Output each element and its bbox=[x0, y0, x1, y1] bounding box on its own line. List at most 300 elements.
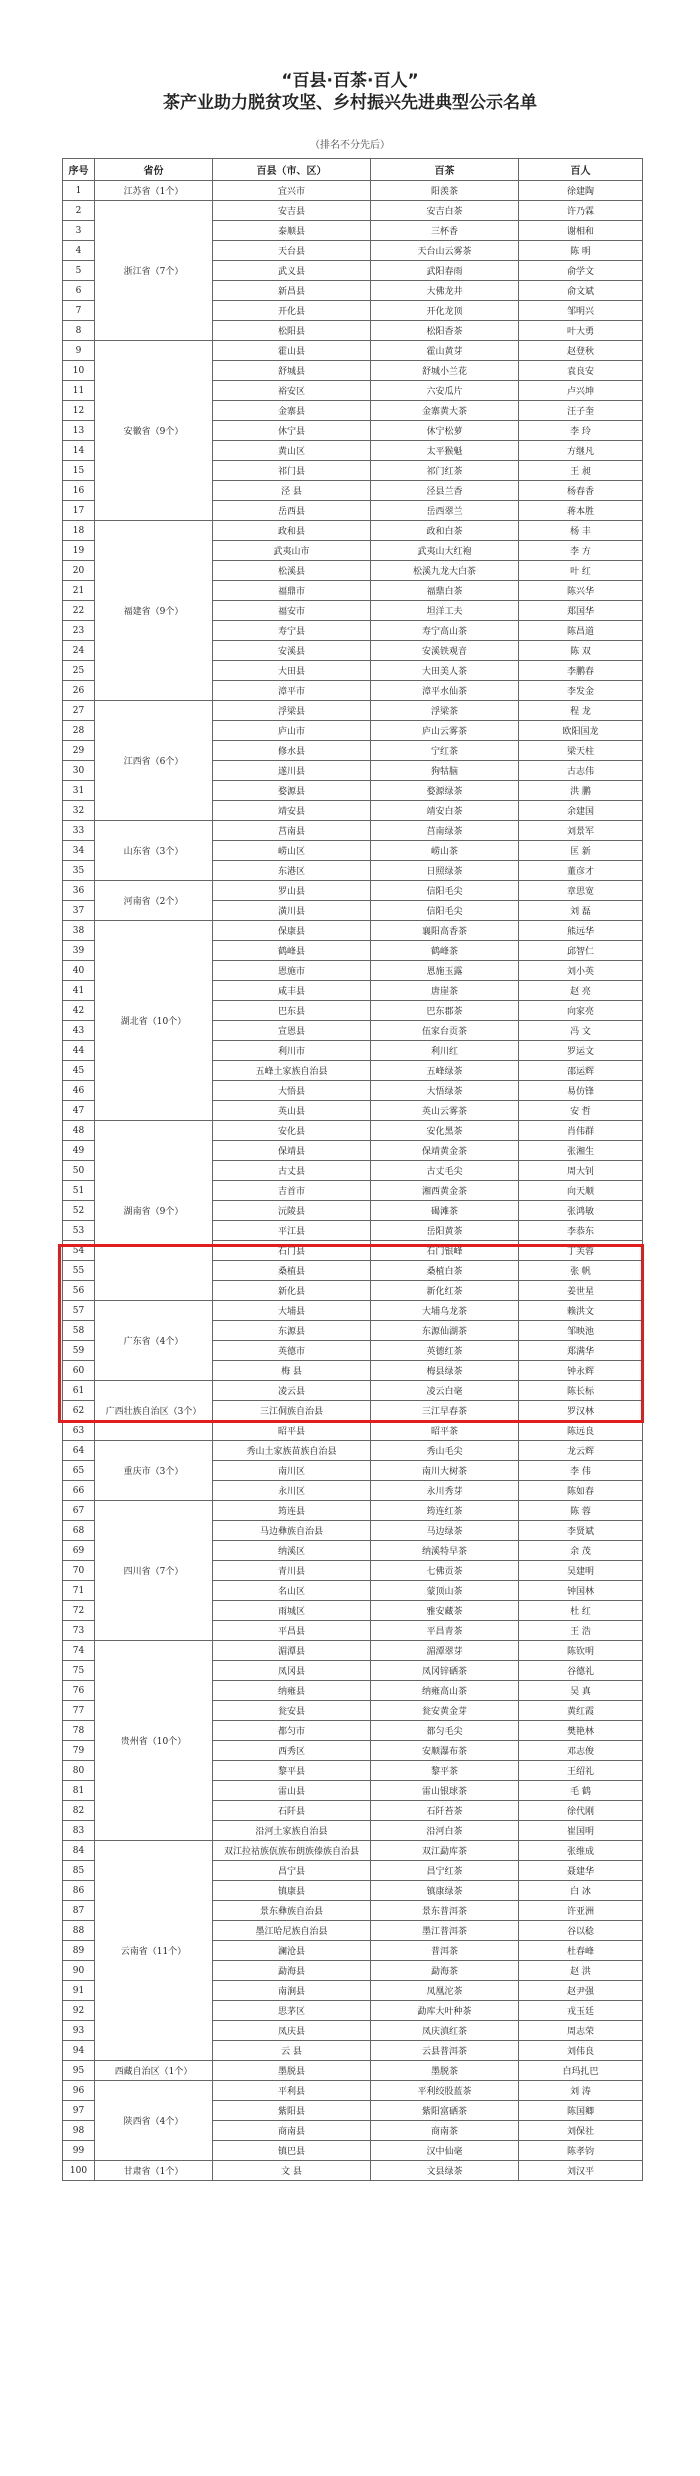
county-cell: 祁门县 bbox=[213, 461, 371, 481]
person-cell: 赵尹强 bbox=[519, 1981, 643, 2001]
tea-cell: 英山云雾茶 bbox=[371, 1101, 519, 1121]
person-cell: 郑国华 bbox=[519, 601, 643, 621]
tea-cell: 六安瓜片 bbox=[371, 381, 519, 401]
row-index: 75 bbox=[63, 1661, 95, 1681]
province-cell: 安徽省（9个） bbox=[95, 341, 213, 521]
row-index: 49 bbox=[63, 1141, 95, 1161]
row-index: 35 bbox=[63, 861, 95, 881]
row-index: 28 bbox=[63, 721, 95, 741]
person-cell: 陈 双 bbox=[519, 641, 643, 661]
tea-cell: 舒城小兰花 bbox=[371, 361, 519, 381]
county-cell: 纳雍县 bbox=[213, 1681, 371, 1701]
tea-cell: 镇康绿茶 bbox=[371, 1881, 519, 1901]
row-index: 4 bbox=[63, 241, 95, 261]
tea-cell: 崂山茶 bbox=[371, 841, 519, 861]
header-index: 序号 bbox=[63, 159, 95, 181]
person-cell: 熊远华 bbox=[519, 921, 643, 941]
person-cell: 姜世星 bbox=[519, 1281, 643, 1301]
person-cell: 李 方 bbox=[519, 541, 643, 561]
person-cell: 叶 红 bbox=[519, 561, 643, 581]
row-index: 67 bbox=[63, 1501, 95, 1521]
county-cell: 安溪县 bbox=[213, 641, 371, 661]
tea-cell: 蒙顶山茶 bbox=[371, 1581, 519, 1601]
tea-cell: 大埔乌龙茶 bbox=[371, 1301, 519, 1321]
row-index: 23 bbox=[63, 621, 95, 641]
tea-cell: 霍山黄芽 bbox=[371, 341, 519, 361]
person-cell: 陈 蓉 bbox=[519, 1501, 643, 1521]
tea-cell: 勐库大叶种茶 bbox=[371, 2001, 519, 2021]
row-index: 36 bbox=[63, 881, 95, 901]
person-cell: 钟国林 bbox=[519, 1581, 643, 1601]
county-cell: 紫阳县 bbox=[213, 2101, 371, 2121]
province-cell: 重庆市（3个） bbox=[95, 1441, 213, 1501]
tea-cell: 英德红茶 bbox=[371, 1341, 519, 1361]
row-index: 59 bbox=[63, 1341, 95, 1361]
county-cell: 名山区 bbox=[213, 1581, 371, 1601]
row-index: 84 bbox=[63, 1841, 95, 1861]
tea-cell: 信阳毛尖 bbox=[371, 881, 519, 901]
tea-cell: 昭平茶 bbox=[371, 1421, 519, 1441]
tea-cell: 墨江普洱茶 bbox=[371, 1921, 519, 1941]
tea-cell: 大悟绿茶 bbox=[371, 1081, 519, 1101]
row-index: 48 bbox=[63, 1121, 95, 1141]
tea-cell: 阳羡茶 bbox=[371, 181, 519, 201]
tea-cell: 岳西翠兰 bbox=[371, 501, 519, 521]
person-cell: 陈如春 bbox=[519, 1481, 643, 1501]
tea-cell: 文县绿茶 bbox=[371, 2161, 519, 2181]
row-index: 45 bbox=[63, 1061, 95, 1081]
county-cell: 寿宁县 bbox=[213, 621, 371, 641]
person-cell: 蒋本胜 bbox=[519, 501, 643, 521]
title-line-1: “百县·百茶·百人” bbox=[281, 71, 419, 91]
county-cell: 宜兴市 bbox=[213, 181, 371, 201]
row-index: 13 bbox=[63, 421, 95, 441]
person-cell: 梁天柱 bbox=[519, 741, 643, 761]
county-cell: 大埔县 bbox=[213, 1301, 371, 1321]
county-cell: 墨脱县 bbox=[213, 2061, 371, 2081]
tea-cell: 南川大树茶 bbox=[371, 1461, 519, 1481]
county-cell: 安吉县 bbox=[213, 201, 371, 221]
row-index: 90 bbox=[63, 1961, 95, 1981]
person-cell: 陈国卿 bbox=[519, 2101, 643, 2121]
tea-cell: 纳雍高山茶 bbox=[371, 1681, 519, 1701]
county-cell: 双江拉祜族佤族布朗族傣族自治县 bbox=[213, 1841, 371, 1861]
person-cell: 周大钊 bbox=[519, 1161, 643, 1181]
tea-cell: 金寨黄大茶 bbox=[371, 401, 519, 421]
header-province: 省份 bbox=[95, 159, 213, 181]
person-cell: 叶大勇 bbox=[519, 321, 643, 341]
row-index: 40 bbox=[63, 961, 95, 981]
table-row bbox=[63, 181, 643, 201]
tea-cell: 商南茶 bbox=[371, 2121, 519, 2141]
row-index: 55 bbox=[63, 1261, 95, 1281]
province-cell: 四川省（7个） bbox=[95, 1501, 213, 1641]
county-cell: 平江县 bbox=[213, 1221, 371, 1241]
person-cell: 丁芙蓉 bbox=[519, 1241, 643, 1261]
county-cell: 新化县 bbox=[213, 1281, 371, 1301]
province-cell: 广东省（4个） bbox=[95, 1301, 213, 1381]
person-cell: 邱智仁 bbox=[519, 941, 643, 961]
county-cell: 商南县 bbox=[213, 2121, 371, 2141]
person-cell: 方继凡 bbox=[519, 441, 643, 461]
tea-cell: 莒南绿茶 bbox=[371, 821, 519, 841]
county-cell: 浮梁县 bbox=[213, 701, 371, 721]
row-index: 10 bbox=[63, 361, 95, 381]
row-index: 52 bbox=[63, 1201, 95, 1221]
person-cell: 毛 鹤 bbox=[519, 1781, 643, 1801]
province-cell: 甘肃省（1个） bbox=[95, 2161, 213, 2181]
row-index: 98 bbox=[63, 2121, 95, 2141]
tea-cell: 新化红茶 bbox=[371, 1281, 519, 1301]
person-cell: 冯 文 bbox=[519, 1021, 643, 1041]
county-cell: 桑植县 bbox=[213, 1261, 371, 1281]
county-cell: 英德市 bbox=[213, 1341, 371, 1361]
tea-cell: 永川秀芽 bbox=[371, 1481, 519, 1501]
row-index: 37 bbox=[63, 901, 95, 921]
person-cell: 黄红霞 bbox=[519, 1701, 643, 1721]
table-row bbox=[63, 1841, 643, 1861]
person-cell: 洪 鹏 bbox=[519, 781, 643, 801]
row-index: 62 bbox=[63, 1401, 95, 1421]
row-index: 74 bbox=[63, 1641, 95, 1661]
row-index: 83 bbox=[63, 1821, 95, 1841]
row-index: 18 bbox=[63, 521, 95, 541]
person-cell: 邓志俊 bbox=[519, 1741, 643, 1761]
province-cell: 广西壮族自治区（3个） bbox=[95, 1381, 213, 1441]
province-cell: 浙江省（7个） bbox=[95, 201, 213, 341]
table-row bbox=[63, 1501, 643, 1521]
tea-cell: 墨脱茶 bbox=[371, 2061, 519, 2081]
row-index: 25 bbox=[63, 661, 95, 681]
county-cell: 古丈县 bbox=[213, 1161, 371, 1181]
tea-cell: 休宁松萝 bbox=[371, 421, 519, 441]
person-cell: 徐建陶 bbox=[519, 181, 643, 201]
tea-cell: 黎平茶 bbox=[371, 1761, 519, 1781]
tea-cell: 平利绞股蓝茶 bbox=[371, 2081, 519, 2101]
tea-cell: 安吉白茶 bbox=[371, 201, 519, 221]
page-title bbox=[0, 70, 700, 114]
tea-cell: 坦洋工夫 bbox=[371, 601, 519, 621]
county-cell: 梅 县 bbox=[213, 1361, 371, 1381]
county-cell: 凤庆县 bbox=[213, 2021, 371, 2041]
county-cell: 永川区 bbox=[213, 1481, 371, 1501]
row-index: 97 bbox=[63, 2101, 95, 2121]
person-cell: 卢兴坤 bbox=[519, 381, 643, 401]
row-index: 50 bbox=[63, 1161, 95, 1181]
announcement-table bbox=[62, 158, 643, 2181]
tea-cell: 靖安白茶 bbox=[371, 801, 519, 821]
row-index: 70 bbox=[63, 1561, 95, 1581]
county-cell: 福鼎市 bbox=[213, 581, 371, 601]
person-cell: 张湘生 bbox=[519, 1141, 643, 1161]
row-index: 9 bbox=[63, 341, 95, 361]
person-cell: 陈 明 bbox=[519, 241, 643, 261]
header-person: 百人 bbox=[519, 159, 643, 181]
row-index: 6 bbox=[63, 281, 95, 301]
row-index: 61 bbox=[63, 1381, 95, 1401]
person-cell: 赵登秋 bbox=[519, 341, 643, 361]
county-cell: 舒城县 bbox=[213, 361, 371, 381]
tea-cell: 云县普洱茶 bbox=[371, 2041, 519, 2061]
county-cell: 裕安区 bbox=[213, 381, 371, 401]
person-cell: 吴 真 bbox=[519, 1681, 643, 1701]
tea-cell: 岳阳黄茶 bbox=[371, 1221, 519, 1241]
tea-cell: 泾县兰香 bbox=[371, 481, 519, 501]
row-index: 41 bbox=[63, 981, 95, 1001]
person-cell: 俞学文 bbox=[519, 261, 643, 281]
row-index: 29 bbox=[63, 741, 95, 761]
tea-cell: 碣滩茶 bbox=[371, 1201, 519, 1221]
row-index: 11 bbox=[63, 381, 95, 401]
person-cell: 赵 亮 bbox=[519, 981, 643, 1001]
row-index: 100 bbox=[63, 2161, 95, 2181]
county-cell: 靖安县 bbox=[213, 801, 371, 821]
county-cell: 金寨县 bbox=[213, 401, 371, 421]
tea-cell: 恩施玉露 bbox=[371, 961, 519, 981]
tea-cell: 襄阳高香茶 bbox=[371, 921, 519, 941]
row-index: 64 bbox=[63, 1441, 95, 1461]
person-cell: 罗汉林 bbox=[519, 1401, 643, 1421]
row-index: 87 bbox=[63, 1901, 95, 1921]
county-cell: 马边彝族自治县 bbox=[213, 1521, 371, 1541]
table-body bbox=[63, 181, 643, 2181]
county-cell: 三江侗族自治县 bbox=[213, 1401, 371, 1421]
county-cell: 墨江哈尼族自治县 bbox=[213, 1921, 371, 1941]
tea-cell: 安顺瀑布茶 bbox=[371, 1741, 519, 1761]
person-cell: 余建国 bbox=[519, 801, 643, 821]
tea-cell: 凤庆滇红茶 bbox=[371, 2021, 519, 2041]
person-cell: 俞文斌 bbox=[519, 281, 643, 301]
row-index: 63 bbox=[63, 1421, 95, 1441]
person-cell: 许亚洲 bbox=[519, 1901, 643, 1921]
row-index: 66 bbox=[63, 1481, 95, 1501]
person-cell: 聂建华 bbox=[519, 1861, 643, 1881]
tea-cell: 信阳毛尖 bbox=[371, 901, 519, 921]
table-row bbox=[63, 821, 643, 841]
county-cell: 大悟县 bbox=[213, 1081, 371, 1101]
tea-cell: 瓮安黄金芽 bbox=[371, 1701, 519, 1721]
county-cell: 秀山土家族苗族自治县 bbox=[213, 1441, 371, 1461]
table-row bbox=[63, 201, 643, 221]
row-index: 3 bbox=[63, 221, 95, 241]
tea-cell: 三江早春茶 bbox=[371, 1401, 519, 1421]
person-cell: 罗运文 bbox=[519, 1041, 643, 1061]
tea-cell: 湄潭翠芽 bbox=[371, 1641, 519, 1661]
table-row bbox=[63, 2161, 643, 2181]
province-cell: 贵州省（10个） bbox=[95, 1641, 213, 1841]
county-cell: 东港区 bbox=[213, 861, 371, 881]
county-cell: 昭平县 bbox=[213, 1421, 371, 1441]
table-row bbox=[63, 921, 643, 941]
tea-cell: 古丈毛尖 bbox=[371, 1161, 519, 1181]
county-cell: 黎平县 bbox=[213, 1761, 371, 1781]
person-cell: 肖伟群 bbox=[519, 1121, 643, 1141]
row-index: 31 bbox=[63, 781, 95, 801]
tea-cell: 祁门红茶 bbox=[371, 461, 519, 481]
header-tea: 百茶 bbox=[371, 159, 519, 181]
county-cell: 五峰土家族自治县 bbox=[213, 1061, 371, 1081]
row-index: 78 bbox=[63, 1721, 95, 1741]
person-cell: 邵运辉 bbox=[519, 1061, 643, 1081]
county-cell: 巴东县 bbox=[213, 1001, 371, 1021]
row-index: 26 bbox=[63, 681, 95, 701]
county-cell: 筠连县 bbox=[213, 1501, 371, 1521]
person-cell: 欧阳国龙 bbox=[519, 721, 643, 741]
county-cell: 凤冈县 bbox=[213, 1661, 371, 1681]
row-index: 38 bbox=[63, 921, 95, 941]
person-cell: 杨春香 bbox=[519, 481, 643, 501]
tea-cell: 武阳春雨 bbox=[371, 261, 519, 281]
county-cell: 澜沧县 bbox=[213, 1941, 371, 1961]
tea-cell: 凌云白毫 bbox=[371, 1381, 519, 1401]
row-index: 77 bbox=[63, 1701, 95, 1721]
person-cell: 徐代刚 bbox=[519, 1801, 643, 1821]
person-cell: 谢相和 bbox=[519, 221, 643, 241]
county-cell: 安化县 bbox=[213, 1121, 371, 1141]
tea-cell: 七佛贡茶 bbox=[371, 1561, 519, 1581]
tea-cell: 婺源绿茶 bbox=[371, 781, 519, 801]
person-cell: 郑满华 bbox=[519, 1341, 643, 1361]
county-cell: 福安市 bbox=[213, 601, 371, 621]
county-cell: 凌云县 bbox=[213, 1381, 371, 1401]
tea-cell: 梅县绿茶 bbox=[371, 1361, 519, 1381]
row-index: 88 bbox=[63, 1921, 95, 1941]
tea-cell: 凤凰沱茶 bbox=[371, 1981, 519, 2001]
county-cell: 漳平市 bbox=[213, 681, 371, 701]
county-cell: 西秀区 bbox=[213, 1741, 371, 1761]
person-cell: 戎玉廷 bbox=[519, 2001, 643, 2021]
person-cell: 陈昌道 bbox=[519, 621, 643, 641]
row-index: 24 bbox=[63, 641, 95, 661]
county-cell: 天台县 bbox=[213, 241, 371, 261]
person-cell: 赵 洪 bbox=[519, 1961, 643, 1981]
person-cell: 章思宽 bbox=[519, 881, 643, 901]
tea-cell: 大田美人茶 bbox=[371, 661, 519, 681]
tea-cell: 筠连红茶 bbox=[371, 1501, 519, 1521]
person-cell: 汪子奎 bbox=[519, 401, 643, 421]
county-cell: 湄潭县 bbox=[213, 1641, 371, 1661]
row-index: 58 bbox=[63, 1321, 95, 1341]
person-cell: 张维成 bbox=[519, 1841, 643, 1861]
person-cell: 邹明兴 bbox=[519, 301, 643, 321]
tea-cell: 宁红茶 bbox=[371, 741, 519, 761]
person-cell: 崔国明 bbox=[519, 1821, 643, 1841]
tea-cell: 平昌青茶 bbox=[371, 1621, 519, 1641]
person-cell: 陈钦明 bbox=[519, 1641, 643, 1661]
province-cell: 湖南省（9个） bbox=[95, 1121, 213, 1301]
title-line-2: 茶产业助力脱贫攻坚、乡村振兴先进典型公示名单 bbox=[163, 93, 537, 113]
province-cell: 湖北省（10个） bbox=[95, 921, 213, 1121]
tea-cell: 都匀毛尖 bbox=[371, 1721, 519, 1741]
tea-cell: 五峰绿茶 bbox=[371, 1061, 519, 1081]
tea-cell: 太平猴魁 bbox=[371, 441, 519, 461]
tea-cell: 雅安藏茶 bbox=[371, 1601, 519, 1621]
province-cell: 西藏自治区（1个） bbox=[95, 2061, 213, 2081]
county-cell: 岳西县 bbox=[213, 501, 371, 521]
row-index: 47 bbox=[63, 1101, 95, 1121]
county-cell: 平昌县 bbox=[213, 1621, 371, 1641]
county-cell: 镇康县 bbox=[213, 1881, 371, 1901]
tea-cell: 沿河白茶 bbox=[371, 1821, 519, 1841]
row-index: 96 bbox=[63, 2081, 95, 2101]
county-cell: 都匀市 bbox=[213, 1721, 371, 1741]
person-cell: 白 冰 bbox=[519, 1881, 643, 1901]
tea-cell: 政和白茶 bbox=[371, 521, 519, 541]
row-index: 99 bbox=[63, 2141, 95, 2161]
person-cell: 余 茂 bbox=[519, 1541, 643, 1561]
tea-cell: 安化黑茶 bbox=[371, 1121, 519, 1141]
table-row bbox=[63, 1641, 643, 1661]
tea-cell: 保靖黄金茶 bbox=[371, 1141, 519, 1161]
county-cell: 大田县 bbox=[213, 661, 371, 681]
tea-cell: 昌宁红茶 bbox=[371, 1861, 519, 1881]
row-index: 93 bbox=[63, 2021, 95, 2041]
person-cell: 张 帆 bbox=[519, 1261, 643, 1281]
row-index: 80 bbox=[63, 1761, 95, 1781]
row-index: 86 bbox=[63, 1881, 95, 1901]
tea-cell: 松溪九龙大白茶 bbox=[371, 561, 519, 581]
county-cell: 休宁县 bbox=[213, 421, 371, 441]
person-cell: 李恭东 bbox=[519, 1221, 643, 1241]
county-cell: 石阡县 bbox=[213, 1801, 371, 1821]
row-index: 27 bbox=[63, 701, 95, 721]
province-cell: 江西省（6个） bbox=[95, 701, 213, 821]
person-cell: 李鹏春 bbox=[519, 661, 643, 681]
county-cell: 泾 县 bbox=[213, 481, 371, 501]
province-cell: 河南省（2个） bbox=[95, 881, 213, 921]
person-cell: 刘 涛 bbox=[519, 2081, 643, 2101]
table-row bbox=[63, 1441, 643, 1461]
person-cell: 刘保社 bbox=[519, 2121, 643, 2141]
row-index: 21 bbox=[63, 581, 95, 601]
county-cell: 新昌县 bbox=[213, 281, 371, 301]
row-index: 91 bbox=[63, 1981, 95, 2001]
person-cell: 杜 红 bbox=[519, 1601, 643, 1621]
tea-cell: 利川红 bbox=[371, 1041, 519, 1061]
tea-cell: 普洱茶 bbox=[371, 1941, 519, 1961]
tea-cell: 福鼎白茶 bbox=[371, 581, 519, 601]
row-index: 57 bbox=[63, 1301, 95, 1321]
row-index: 85 bbox=[63, 1861, 95, 1881]
row-index: 34 bbox=[63, 841, 95, 861]
county-cell: 潢川县 bbox=[213, 901, 371, 921]
county-cell: 勐海县 bbox=[213, 1961, 371, 1981]
header-county: 百县（市、区） bbox=[213, 159, 371, 181]
county-cell: 崂山区 bbox=[213, 841, 371, 861]
county-cell: 罗山县 bbox=[213, 881, 371, 901]
person-cell: 陈兴华 bbox=[519, 581, 643, 601]
person-cell: 向家亮 bbox=[519, 1001, 643, 1021]
county-cell: 宣恩县 bbox=[213, 1021, 371, 1041]
row-index: 12 bbox=[63, 401, 95, 421]
person-cell: 安 哲 bbox=[519, 1101, 643, 1121]
table-row bbox=[63, 1301, 643, 1321]
county-cell: 松溪县 bbox=[213, 561, 371, 581]
person-cell: 张鸿敏 bbox=[519, 1201, 643, 1221]
person-cell: 匡 新 bbox=[519, 841, 643, 861]
person-cell: 谷德礼 bbox=[519, 1661, 643, 1681]
row-index: 42 bbox=[63, 1001, 95, 1021]
tea-cell: 伍家台贡茶 bbox=[371, 1021, 519, 1041]
tea-cell: 秀山毛尖 bbox=[371, 1441, 519, 1461]
tea-cell: 松阳香茶 bbox=[371, 321, 519, 341]
county-cell: 东源县 bbox=[213, 1321, 371, 1341]
county-cell: 云 县 bbox=[213, 2041, 371, 2061]
person-cell: 樊艳林 bbox=[519, 1721, 643, 1741]
tea-cell: 汉中仙毫 bbox=[371, 2141, 519, 2161]
row-index: 53 bbox=[63, 1221, 95, 1241]
row-index: 43 bbox=[63, 1021, 95, 1041]
